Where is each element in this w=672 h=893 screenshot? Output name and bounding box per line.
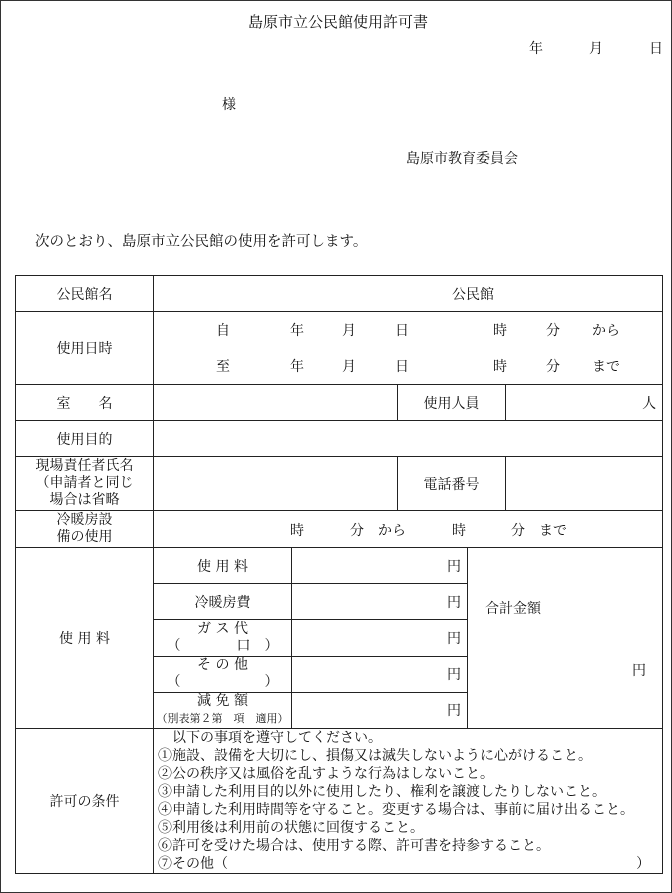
from-day: 日 (395, 323, 409, 339)
fee-gas-title: ガ ス 代 (197, 620, 248, 637)
from-tail: から (592, 323, 620, 339)
fee-usage-field[interactable] (292, 548, 468, 584)
hvac-hour1: 時 (290, 523, 304, 539)
fee-reduction-label (154, 692, 292, 728)
date-month-label: 月 (589, 41, 603, 57)
condition-line: ④申請した利用時間等を守ること。変更する場合は、事前に届け出ること。 (158, 802, 634, 818)
hvac-minute1: 分 (350, 523, 364, 539)
to-hour: 時 (493, 359, 507, 375)
addressee-suffix: 様 (222, 97, 236, 113)
fee-gas-field[interactable] (292, 620, 468, 656)
total-field[interactable] (468, 548, 663, 729)
hvac-kara: から (378, 523, 406, 539)
fee-hvac-field[interactable] (292, 584, 468, 620)
fee-reduction-title: 減 免 額 (197, 693, 248, 710)
fee-gas-label (154, 620, 292, 656)
to-tail: まで (592, 359, 620, 375)
fee-other-field[interactable] (292, 656, 468, 692)
fee-usage-label: 使 用 料 (154, 548, 292, 584)
to-month: 月 (342, 359, 356, 375)
datetime-label: 使用日時 (16, 312, 154, 385)
conditions-body (154, 729, 663, 874)
fee-gas-sub: （ 口 ） (166, 637, 279, 654)
fee-label: 使 用 料 (16, 548, 154, 729)
permit-table (15, 275, 663, 874)
from-minute: 分 (546, 323, 560, 339)
condition-line: ②公の秩序又は風俗を乱すような行為はしないこと。 (158, 766, 494, 782)
hvac-made: まで (539, 523, 567, 539)
fee-other-label (154, 656, 292, 692)
date-day-label: 日 (649, 41, 663, 57)
total-yen: 円 (632, 663, 646, 679)
hvac-hour2: 時 (452, 523, 466, 539)
room-field[interactable] (154, 385, 398, 421)
manager-field[interactable] (154, 457, 398, 511)
fee-gas-yen: 円 (447, 630, 461, 647)
phone-label: 電話番号 (398, 457, 506, 511)
conditions-label: 許可の条件 (16, 729, 154, 874)
fee-other-sub: （ ） (166, 674, 279, 691)
fee-hvac-label: 冷暖房費 (154, 584, 292, 620)
to-day: 日 (395, 359, 409, 375)
purpose-row (16, 421, 663, 457)
datetime-field[interactable] (154, 312, 663, 385)
fee-usage-row (16, 548, 663, 584)
condition-other-close: ） (636, 856, 651, 872)
fee-hvac-yen: 円 (447, 594, 461, 611)
from-hour: 時 (493, 323, 507, 339)
hall-name-label: 公民館名 (16, 276, 154, 312)
document-title: 島原市立公民館使用許可書 (248, 13, 429, 31)
condition-other-line (158, 855, 662, 873)
datetime-row (16, 312, 663, 385)
hall-name-row (16, 276, 663, 312)
room-label: 室 名 (16, 385, 154, 421)
condition-line: 以下の事項を遵守してください。 (158, 730, 382, 746)
hvac-label-line2: 備の使用 (56, 529, 113, 545)
date-year-label: 年 (529, 41, 543, 57)
hvac-minute2: 分 (511, 523, 525, 539)
issuer-name: 島原市教育委員会 (406, 151, 518, 167)
condition-line: ③申請した利用目的以外に使用したり、権利を譲渡したりしないこと。 (158, 784, 606, 800)
to-mark: 至 (216, 359, 230, 375)
phone-field[interactable] (506, 457, 663, 511)
to-minute: 分 (546, 359, 560, 375)
manager-label (16, 457, 154, 511)
from-mark: 自 (216, 323, 230, 339)
attendees-unit: 人 (642, 395, 657, 412)
hall-name-field[interactable] (154, 276, 663, 312)
fee-other-yen: 円 (447, 667, 461, 684)
purpose-label: 使用目的 (16, 421, 154, 457)
purpose-field[interactable] (154, 421, 663, 457)
condition-line: ①施設、設備を大切にし、損傷又は滅失しないように心がけること。 (158, 748, 592, 764)
hvac-row (16, 511, 663, 548)
fee-reduction-field[interactable] (292, 692, 468, 728)
fee-reduction-sub: （別表第２第 項 適用） (156, 712, 289, 726)
manager-label-line1: 現場責任者氏名 (35, 458, 134, 474)
condition-other-text: ⑦その他（ (158, 856, 228, 872)
fee-other-title: そ の 他 (197, 657, 248, 674)
from-year: 年 (290, 323, 304, 339)
hvac-label (16, 511, 154, 548)
condition-line: ⑤利用後は利用前の状態に回復すること。 (158, 820, 424, 836)
fee-usage-yen: 円 (447, 558, 461, 575)
hvac-time-field[interactable] (154, 511, 663, 548)
room-row (16, 385, 663, 421)
hvac-label-line1: 冷暖房設 (56, 512, 113, 528)
to-year: 年 (290, 359, 304, 375)
attendees-label: 使用人員 (398, 385, 506, 421)
manager-row (16, 457, 663, 511)
total-label: 合計金額 (485, 601, 541, 617)
attendees-field[interactable] (506, 385, 663, 421)
conditions-row (16, 729, 663, 874)
intro-text: 次のとおり、島原市立公民館の使用を許可します。 (35, 234, 368, 250)
from-month: 月 (342, 323, 356, 339)
manager-label-line3: 場合は省略 (49, 492, 120, 508)
manager-label-line2: （申請者と同じ (35, 475, 134, 491)
hall-name-suffix: 公民館 (452, 286, 494, 303)
fee-reduction-yen: 円 (447, 703, 461, 720)
condition-line: ⑥許可を受けた場合は、使用する際、許可書を持参すること。 (158, 838, 550, 854)
